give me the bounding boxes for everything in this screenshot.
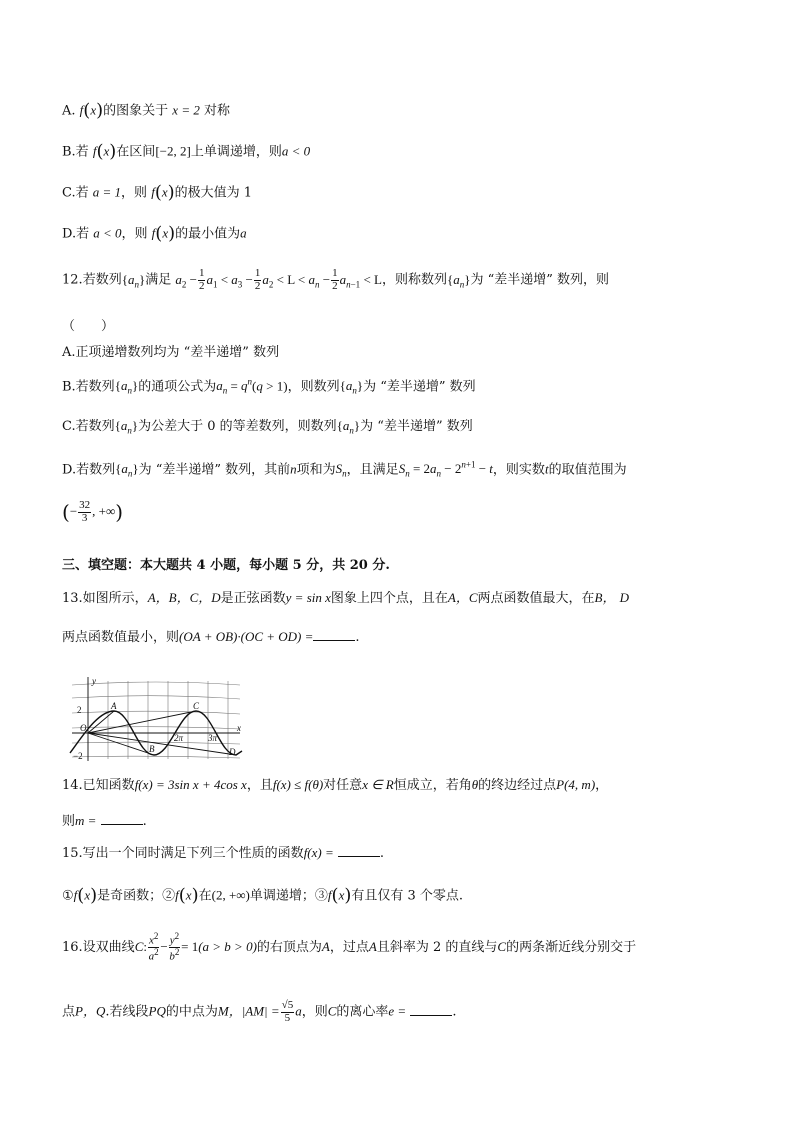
label-2pi: 2π xyxy=(174,733,184,743)
q12-paren: （ ） xyxy=(62,319,115,334)
tick-pos: 2 xyxy=(77,705,82,715)
sine-graph xyxy=(68,675,244,761)
answer-blank xyxy=(410,1005,452,1016)
label-d: D xyxy=(229,747,236,757)
q14-line1: 14.已知函数f(x) = 3sin x + 4cos x，且f(x) ≤ f(θ)对任意x ∈ R恒成立，若角θ的终边经过点P(4, m)， xyxy=(62,777,609,793)
q16-line2: 点P，Q.若线段PQ的中点为M，|AM| = $\frac{√5}{5}$ a，则C的离心率e = . xyxy=(62,999,457,1024)
q11-option-c: C.若 a = 1，则 f(x)的极大值为 1 xyxy=(62,182,253,203)
q14-line2: 则m = . xyxy=(62,813,147,829)
q13-line1: 13.如图所示，A，B，C，D是正弦函数y = sin x图象上四个点，且在A，C两点函数值最大，在B， D xyxy=(62,590,630,606)
q12-option-d: D.若数列$\{a_n\}$为 “差半递增” 数列，其前n项和为$S_n$，且满足$S_n = 2a_n - 2^{n+1} - t$，则实数t的取值范围为 xyxy=(62,460,627,479)
answer-blank xyxy=(101,814,143,825)
answer-blank xyxy=(338,846,380,857)
q12-option-b: B.若数列$\{a_n\}$的通项公式为$a_n = q^n(q > 1)$，则数列$\{a_n\}$为 “差半递增” 数列 xyxy=(62,377,476,396)
q15-line1: 15.写出一个同时满足下列三个性质的函数f(x) = . xyxy=(62,845,385,861)
q16-line1: 16.设双曲线C: $\frac{x^2}{a^2}$ − $\frac{y^2}{b^2}$ = 1(a > b > 0)的右顶点为A，过点A且斜率为 2 的直线与C的两条渐近线分别交于 xyxy=(62,931,637,963)
tick-neg: −2 xyxy=(73,751,83,761)
q12-stem: 12.若数列$\{a_n\}$满足 $a_2$ − $\frac{1}{2}$ $a_1 < a_3$ − $\frac{1}{2}$ $a_2 < L < a_n$ − $\frac{1}{2}$ $a_{n-1} < L$，则称数列$\{a_n\}$为 “差半递增” 数列，则 xyxy=(62,267,610,292)
label-c: C xyxy=(193,701,200,711)
vector-oa xyxy=(88,711,114,733)
origin-label: O xyxy=(80,723,87,733)
q13-line2: 两点函数值最小，则(OA + OB)·(OC + OD) = . xyxy=(62,629,360,645)
q11-option-a: A. f(x)的图象关于 x = 2 对称 xyxy=(62,100,230,121)
q12-option-a: A.正项递增数列均为 “差半递增” 数列 xyxy=(62,345,280,360)
x-label: x xyxy=(237,723,241,733)
vector-ob xyxy=(88,733,154,755)
label-3pi: 3π xyxy=(208,733,218,743)
q11-option-b: B.若 f(x)在区间[−2, 2]上单调递增，则a < 0 xyxy=(62,141,311,162)
q11-option-d: D.若 a < 0，则 f(x)的最小值为a xyxy=(62,223,247,244)
label-a: A xyxy=(111,701,117,711)
section-title: 三、填空题：本大题共 4 小题，每小题 5 分，共 20 分. xyxy=(62,558,390,573)
q15-line2: ①f(x)是奇函数；②f(x)在(2, +∞)单调递增；③f(x)有且仅有 3 个零点. xyxy=(62,885,464,906)
answer-blank xyxy=(313,630,355,641)
q12-option-d-range: (− $\frac{32}{3}$ , +∞) xyxy=(62,499,124,525)
y-label: y xyxy=(92,676,96,686)
label-b: B xyxy=(149,744,155,754)
q12-option-c: C.若数列$\{a_n\}$为公差大于 0 的等差数列，则数列$\{a_n\}$为 “差半递增” 数列 xyxy=(62,418,473,436)
